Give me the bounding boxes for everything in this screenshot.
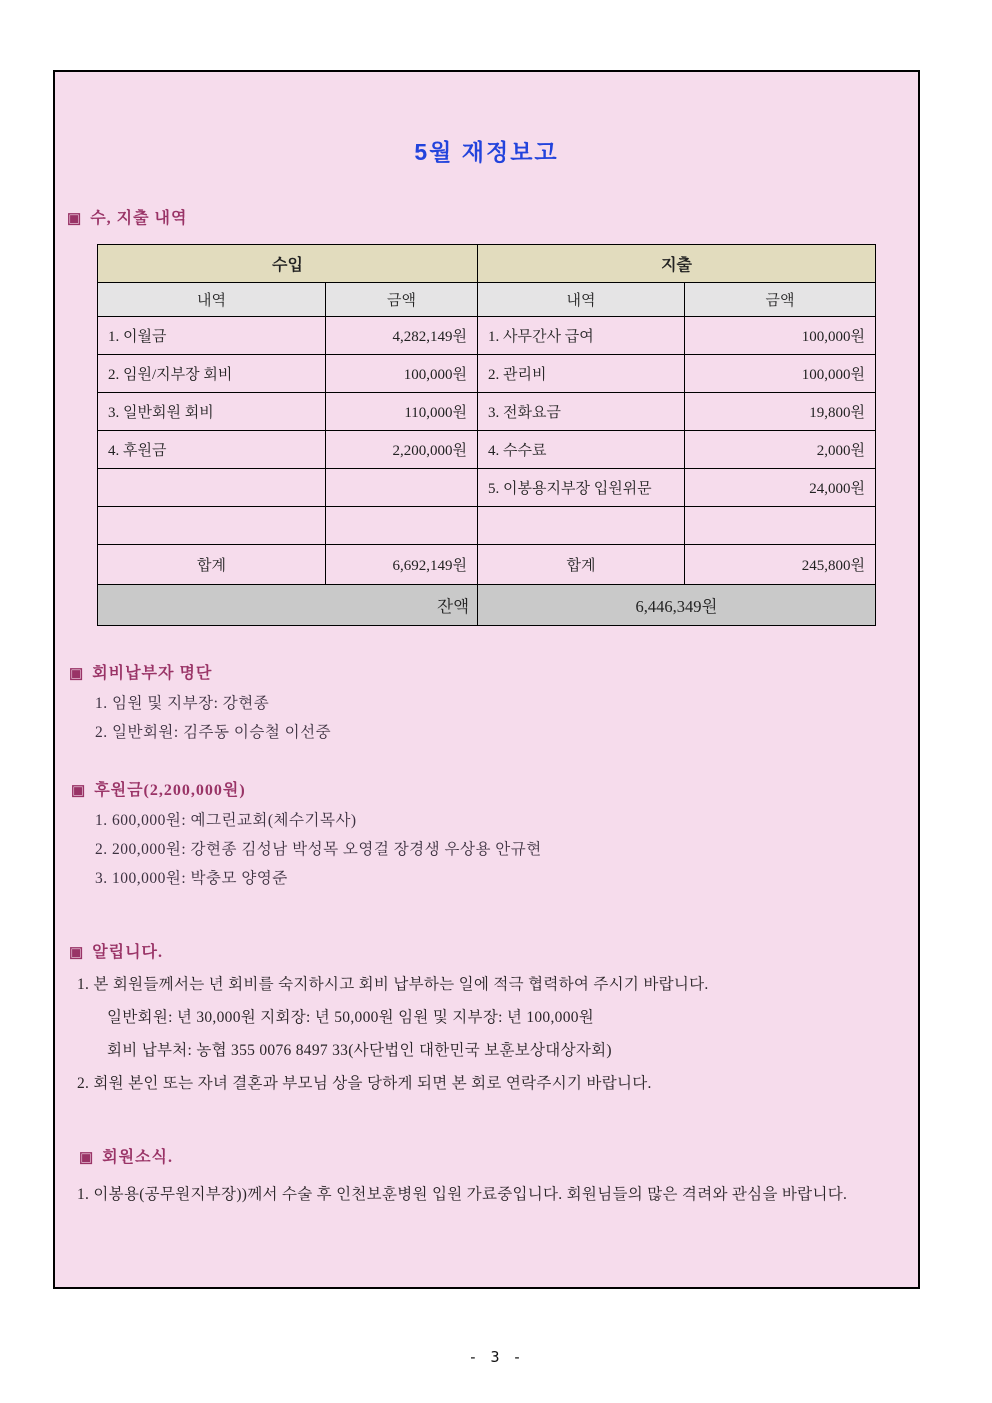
- expense-amount-cell: 24,000원: [685, 469, 876, 507]
- donation-heading-text: 후원금(2,200,000원): [94, 782, 246, 799]
- income-total-amount: 6,692,149원: [326, 545, 478, 585]
- list-item: 2. 회원 본인 또는 자녀 결혼과 부모님 상을 당하게 되면 본 회로 연락주시기 바랍니다.: [77, 1075, 652, 1092]
- income-total-label: 합계: [98, 545, 326, 585]
- section-marker-icon: ▣: [69, 666, 85, 682]
- income-item-cell: 4. 후원금: [98, 431, 326, 469]
- income-amount-cell: 100,000원: [326, 355, 478, 393]
- report-title: 5월 재정보고: [414, 139, 559, 165]
- expense-amount-cell: 2,000원: [685, 431, 876, 469]
- table-group-header-row: [98, 245, 876, 283]
- expense-total-amount: 245,800원: [685, 545, 876, 585]
- col-header-expense-amount: 금액: [685, 283, 876, 317]
- col-header-income-item: 내역: [98, 283, 326, 317]
- notice-list: [55, 968, 855, 1100]
- members-heading-text: 회비납부자 명단: [92, 665, 213, 682]
- income-amount-cell: [326, 469, 478, 507]
- table-balance-row: [98, 585, 876, 626]
- page-number: - 3 -: [468, 1348, 524, 1366]
- expense-item-cell: 4. 수수료: [478, 431, 685, 469]
- expense-amount-cell: 19,800원: [685, 393, 876, 431]
- income-amount-cell: 2,200,000원: [326, 431, 478, 469]
- table-row: [98, 507, 876, 545]
- income-item-cell: 1. 이월금: [98, 317, 326, 355]
- list-item: 3. 100,000원: 박충모 양영준: [95, 870, 288, 887]
- donation-section-heading: [71, 777, 918, 800]
- income-item-cell: [98, 507, 326, 545]
- expense-item-cell: 5. 이봉용지부장 입원위문: [478, 469, 685, 507]
- list-item: 2. 200,000원: 강현종 김성남 박성목 오영걸 장경생 우상용 안규현: [95, 841, 542, 858]
- table-column-header-row: [98, 283, 876, 317]
- income-item-cell: 2. 임원/지부장 회비: [98, 355, 326, 393]
- list-item: 2. 일반회원: 김주동 이승철 이선중: [95, 724, 332, 741]
- notice-heading-text: 알립니다.: [92, 944, 164, 961]
- income-group-header: 수입: [98, 245, 478, 283]
- expense-group-header: 지출: [478, 245, 876, 283]
- list-item: 회비 납부처: 농협 355 0076 8497 33(사단법인 대한민국 보훈보상대상자회): [107, 1042, 612, 1059]
- table-row: [98, 469, 876, 507]
- table-row: [98, 393, 876, 431]
- table-total-row: [98, 545, 876, 585]
- expense-amount-cell: 100,000원: [685, 317, 876, 355]
- table-row: [98, 317, 876, 355]
- expense-item-cell: [478, 507, 685, 545]
- notice-section-heading: [69, 939, 918, 962]
- expense-amount-cell: 100,000원: [685, 355, 876, 393]
- expense-item-cell: 2. 관리비: [478, 355, 685, 393]
- expense-item-cell: 1. 사무간사 급여: [478, 317, 685, 355]
- list-item: 1. 본 회원들께서는 년 회비를 숙지하시고 회비 납부하는 일에 적극 협력하여 주시기 바랍니다.: [77, 976, 709, 993]
- section-marker-icon: ▣: [69, 945, 85, 961]
- expense-amount-cell: [685, 507, 876, 545]
- summary-heading-text: 수, 지출 내역: [90, 210, 188, 227]
- income-amount-cell: 4,282,149원: [326, 317, 478, 355]
- balance-label: 잔액: [98, 585, 478, 626]
- table-row: [98, 355, 876, 393]
- news-paragraph: 1. 이봉용(공무원지부장))께서 수술 후 인천보훈병원 입원 가료중입니다. 회원님들의 많은 격려와 관심을 바랍니다.: [77, 1186, 848, 1203]
- section-marker-icon: ▣: [71, 783, 87, 799]
- list-item: 1. 임원 및 지부장: 강현종: [95, 695, 270, 712]
- table-row: [98, 431, 876, 469]
- income-amount-cell: 110,000원: [326, 393, 478, 431]
- list-item: 1. 600,000원: 예그린교회(체수기목사): [95, 812, 357, 829]
- section-marker-icon: ▣: [67, 211, 83, 227]
- col-header-income-amount: 금액: [326, 283, 478, 317]
- members-section-heading: [69, 660, 918, 683]
- donation-list: [55, 806, 918, 893]
- income-item-cell: [98, 469, 326, 507]
- news-section-heading: [79, 1144, 918, 1167]
- summary-section-heading: [67, 205, 918, 228]
- balance-value: 6,446,349원: [478, 585, 876, 626]
- section-marker-icon: ▣: [79, 1150, 95, 1166]
- income-item-cell: 3. 일반회원 회비: [98, 393, 326, 431]
- members-list: [55, 689, 918, 747]
- col-header-expense-item: 내역: [478, 283, 685, 317]
- news-heading-text: 회원소식.: [102, 1149, 174, 1166]
- income-amount-cell: [326, 507, 478, 545]
- list-item: 일반회원: 년 30,000원 지회장: 년 50,000원 임원 및 지부장: 년 100,000원: [107, 1009, 595, 1026]
- finance-table: [97, 244, 876, 626]
- expense-item-cell: 3. 전화요금: [478, 393, 685, 431]
- expense-total-label: 합계: [478, 545, 685, 585]
- report-page: [53, 70, 920, 1289]
